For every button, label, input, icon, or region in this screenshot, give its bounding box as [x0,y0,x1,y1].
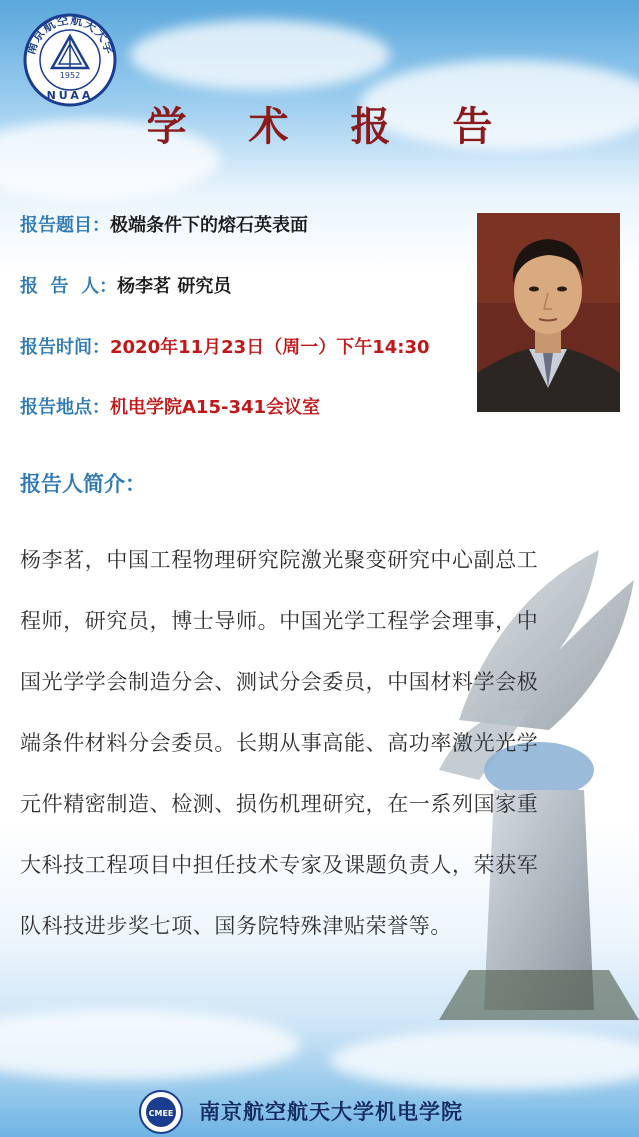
info-value-speaker: 杨李茗 研究员 [117,276,232,297]
info-label: 报告地点： [20,397,110,418]
cloud-decoration [130,20,390,90]
info-row-location [20,395,320,421]
bio-line: 杨李茗，中国工程物理研究院激光聚变研究中心副总工 [20,548,539,572]
speaker-photo [477,213,620,412]
logo-ring-text: 南京航空航天大学 [23,12,117,57]
logo-abbr: NUAA [46,89,94,102]
bio-text [20,530,626,957]
info-value-time: 2020年11月23日（周一）下午14:30 [110,337,430,358]
info-label: 报 告 人： [20,276,118,297]
bio-line: 队科技进步奖七项、国务院特殊津贴荣誉等。 [20,914,452,938]
cloud-decoration [330,1030,639,1090]
bio-heading: 报告人简介： [20,472,146,496]
page-title: 学 术 报 告 [146,104,517,150]
info-row-speaker [20,274,231,300]
info-label: 报告时间： [20,337,110,358]
footer-college-name: 南京航空航天大学机电学院 [199,1099,463,1124]
logo-year: 1952 [59,71,81,80]
info-row-time [20,335,430,361]
bio-line: 端条件材料分会委员。长期从事高能、高功率激光光学 [20,731,539,755]
info-value-topic: 极端条件下的熔石英表面 [110,215,308,236]
footer [0,1088,639,1137]
info-value-location: 机电学院A15-341会议室 [110,397,321,418]
bio-line: 元件精密制造、检测、损伤机理研究，在一系列国家重 [20,792,539,816]
info-label: 报告题目： [20,215,110,236]
college-logo-text: CMEE [148,1109,174,1118]
bio-line: 程师，研究员，博士导师。中国光学工程学会理事，中 [20,609,539,633]
university-logo [22,12,118,108]
info-row-topic [20,213,308,239]
bio-line: 大科技工程项目中担任技术专家及课题负责人，荣获军 [20,853,539,877]
cloud-decoration [0,1010,300,1080]
bio-line: 国光学学会制造分会、测试分会委员，中国材料学会极 [20,670,539,694]
college-logo [139,1090,183,1134]
